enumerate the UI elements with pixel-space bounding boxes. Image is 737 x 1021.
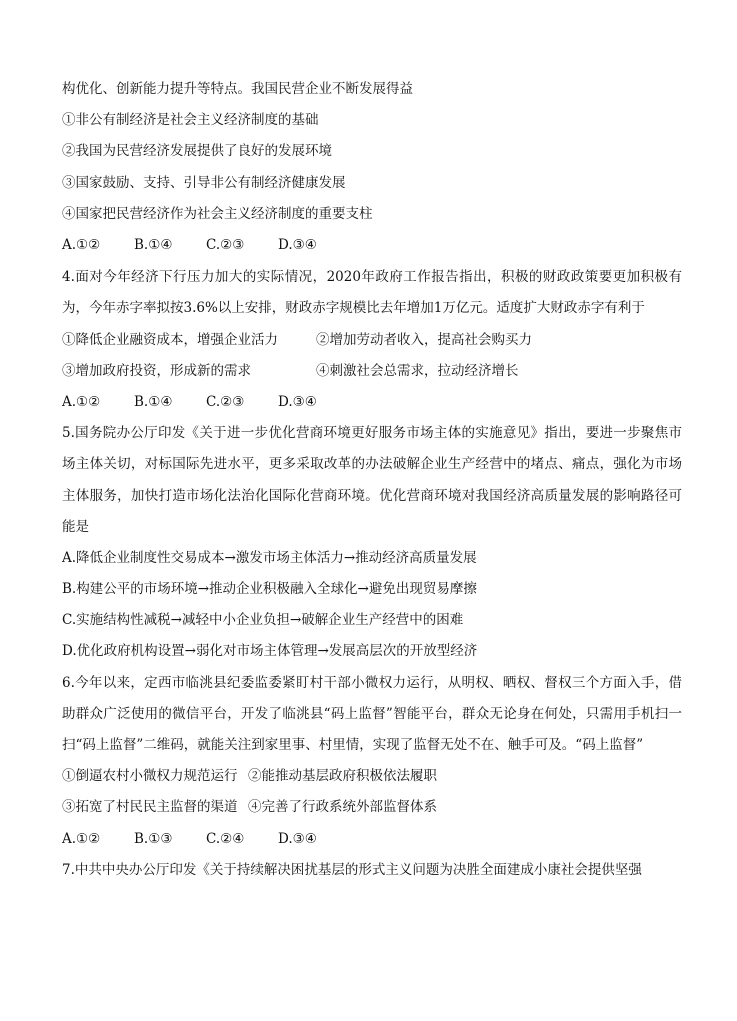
q6-stem: 6.今年以来，定西市临洮县纪委监委紧盯村干部小微权力运行，从明权、晒权、督权三个方面入手，借助群众广泛使用的微信平台，开发了临洮县“码上监督”智能平台，群众无论身在何处，只需用手机扫一扫“码上监督”二维码，就能关注到家里事、村里情，实现了监督无处不在、触手可及。“码上监督” [62,674,682,754]
q4-item-2: ②增加劳动者收入，提高社会购买力 [316,331,532,348]
q4-options [62,387,682,418]
q4-items-row-1 [62,325,682,356]
q6-options [62,824,682,855]
q3-option-a: A.①② [62,236,101,253]
q6-item-3: ③拓宽了村民民主监督的渠道 [62,799,238,816]
q6-option-b: B.①③ [134,830,173,847]
q3-option-c: C.②③ [206,236,245,253]
q3-stem-end: 构优化、创新能力提升等特点。我国民营企业不断发展得益 [62,81,413,97]
q3-item-1: ①非公有制经济是社会主义经济制度的基础 [62,112,319,129]
q3-options [62,230,682,261]
q4-option-a: A.①② [62,393,101,410]
q6-item-2: ②能推动基层政府积极依法履职 [248,768,437,785]
q4-option-c: C.②③ [206,393,245,410]
q6-items-row-1 [62,761,682,792]
q4-option-b: B.①④ [134,393,173,410]
q5-stem: 5.国务院办公厅印发《关于进一步优化营商环境更好服务市场主体的实施意见》指出，要进一步聚焦市场主体关切，对标国际先进水平，更多采取改革的办法破解企业生产经营中的堵点、痛点，强化为市场主体服务，加快打造市场化法治化国际化营商环境。优化营商环境对我国经济高质量发展的影响路径可能是 [62,425,682,535]
q5-option-b: B.构建公平的市场环境→推动企业积极融入全球化→避免出现贸易摩擦 [62,581,477,598]
q5-option-c: C.实施结构性减税→减轻中小企业负担→破解企业生产经营中的困难 [62,612,464,629]
q6-option-a: A.①② [62,830,101,847]
q3-item-3: ③国家鼓励、支持、引导非公有制经济健康发展 [62,174,346,191]
q6-item-4: ④完善了行政系统外部监督体系 [248,799,437,816]
q3-item-4: ④国家把民营经济作为社会主义经济制度的重要支柱 [62,205,373,222]
q7-stem-start: 7.中共中央办公厅印发《关于持续解决困扰基层的形式主义问题为决胜全面建成小康社会提供坚强 [62,861,642,878]
q6-items-row-2 [62,792,682,823]
q4-item-3: ③增加政府投资，形成新的需求 [62,362,251,379]
q5-option-a: A.降低企业制度性交易成本→激发市场主体活力→推动经济高质量发展 [62,549,477,566]
q6-option-c: C.②④ [206,830,245,847]
q3-option-b: B.①④ [134,236,173,253]
q4-items-row-2 [62,356,682,387]
q6-item-1: ①倒逼农村小微权力规范运行 [62,768,238,785]
q3-option-d: D.③④ [278,236,317,253]
exam-page [62,74,682,886]
q5-option-d: D.优化政府机构设置→弱化对市场主体管理→发展高层次的开放型经济 [62,643,478,660]
q4-stem: 4.面对今年经济下行压力加大的实际情况，2020年政府工作报告指出，积极的财政政策要更加积极有为，今年赤字率拟按3.6%以上安排，财政赤字规模比去年增加1万亿元。适度扩大财政赤字有利于 [62,269,682,317]
q4-item-4: ④刺激社会总需求，拉动经济增长 [316,362,519,379]
q3-item-2: ②我国为民营经济发展提供了良好的发展环境 [62,143,332,160]
q6-option-d: D.③④ [278,830,317,847]
q4-item-1: ①降低企业融资成本，增强企业活力 [62,331,278,348]
q4-option-d: D.③④ [278,393,317,410]
